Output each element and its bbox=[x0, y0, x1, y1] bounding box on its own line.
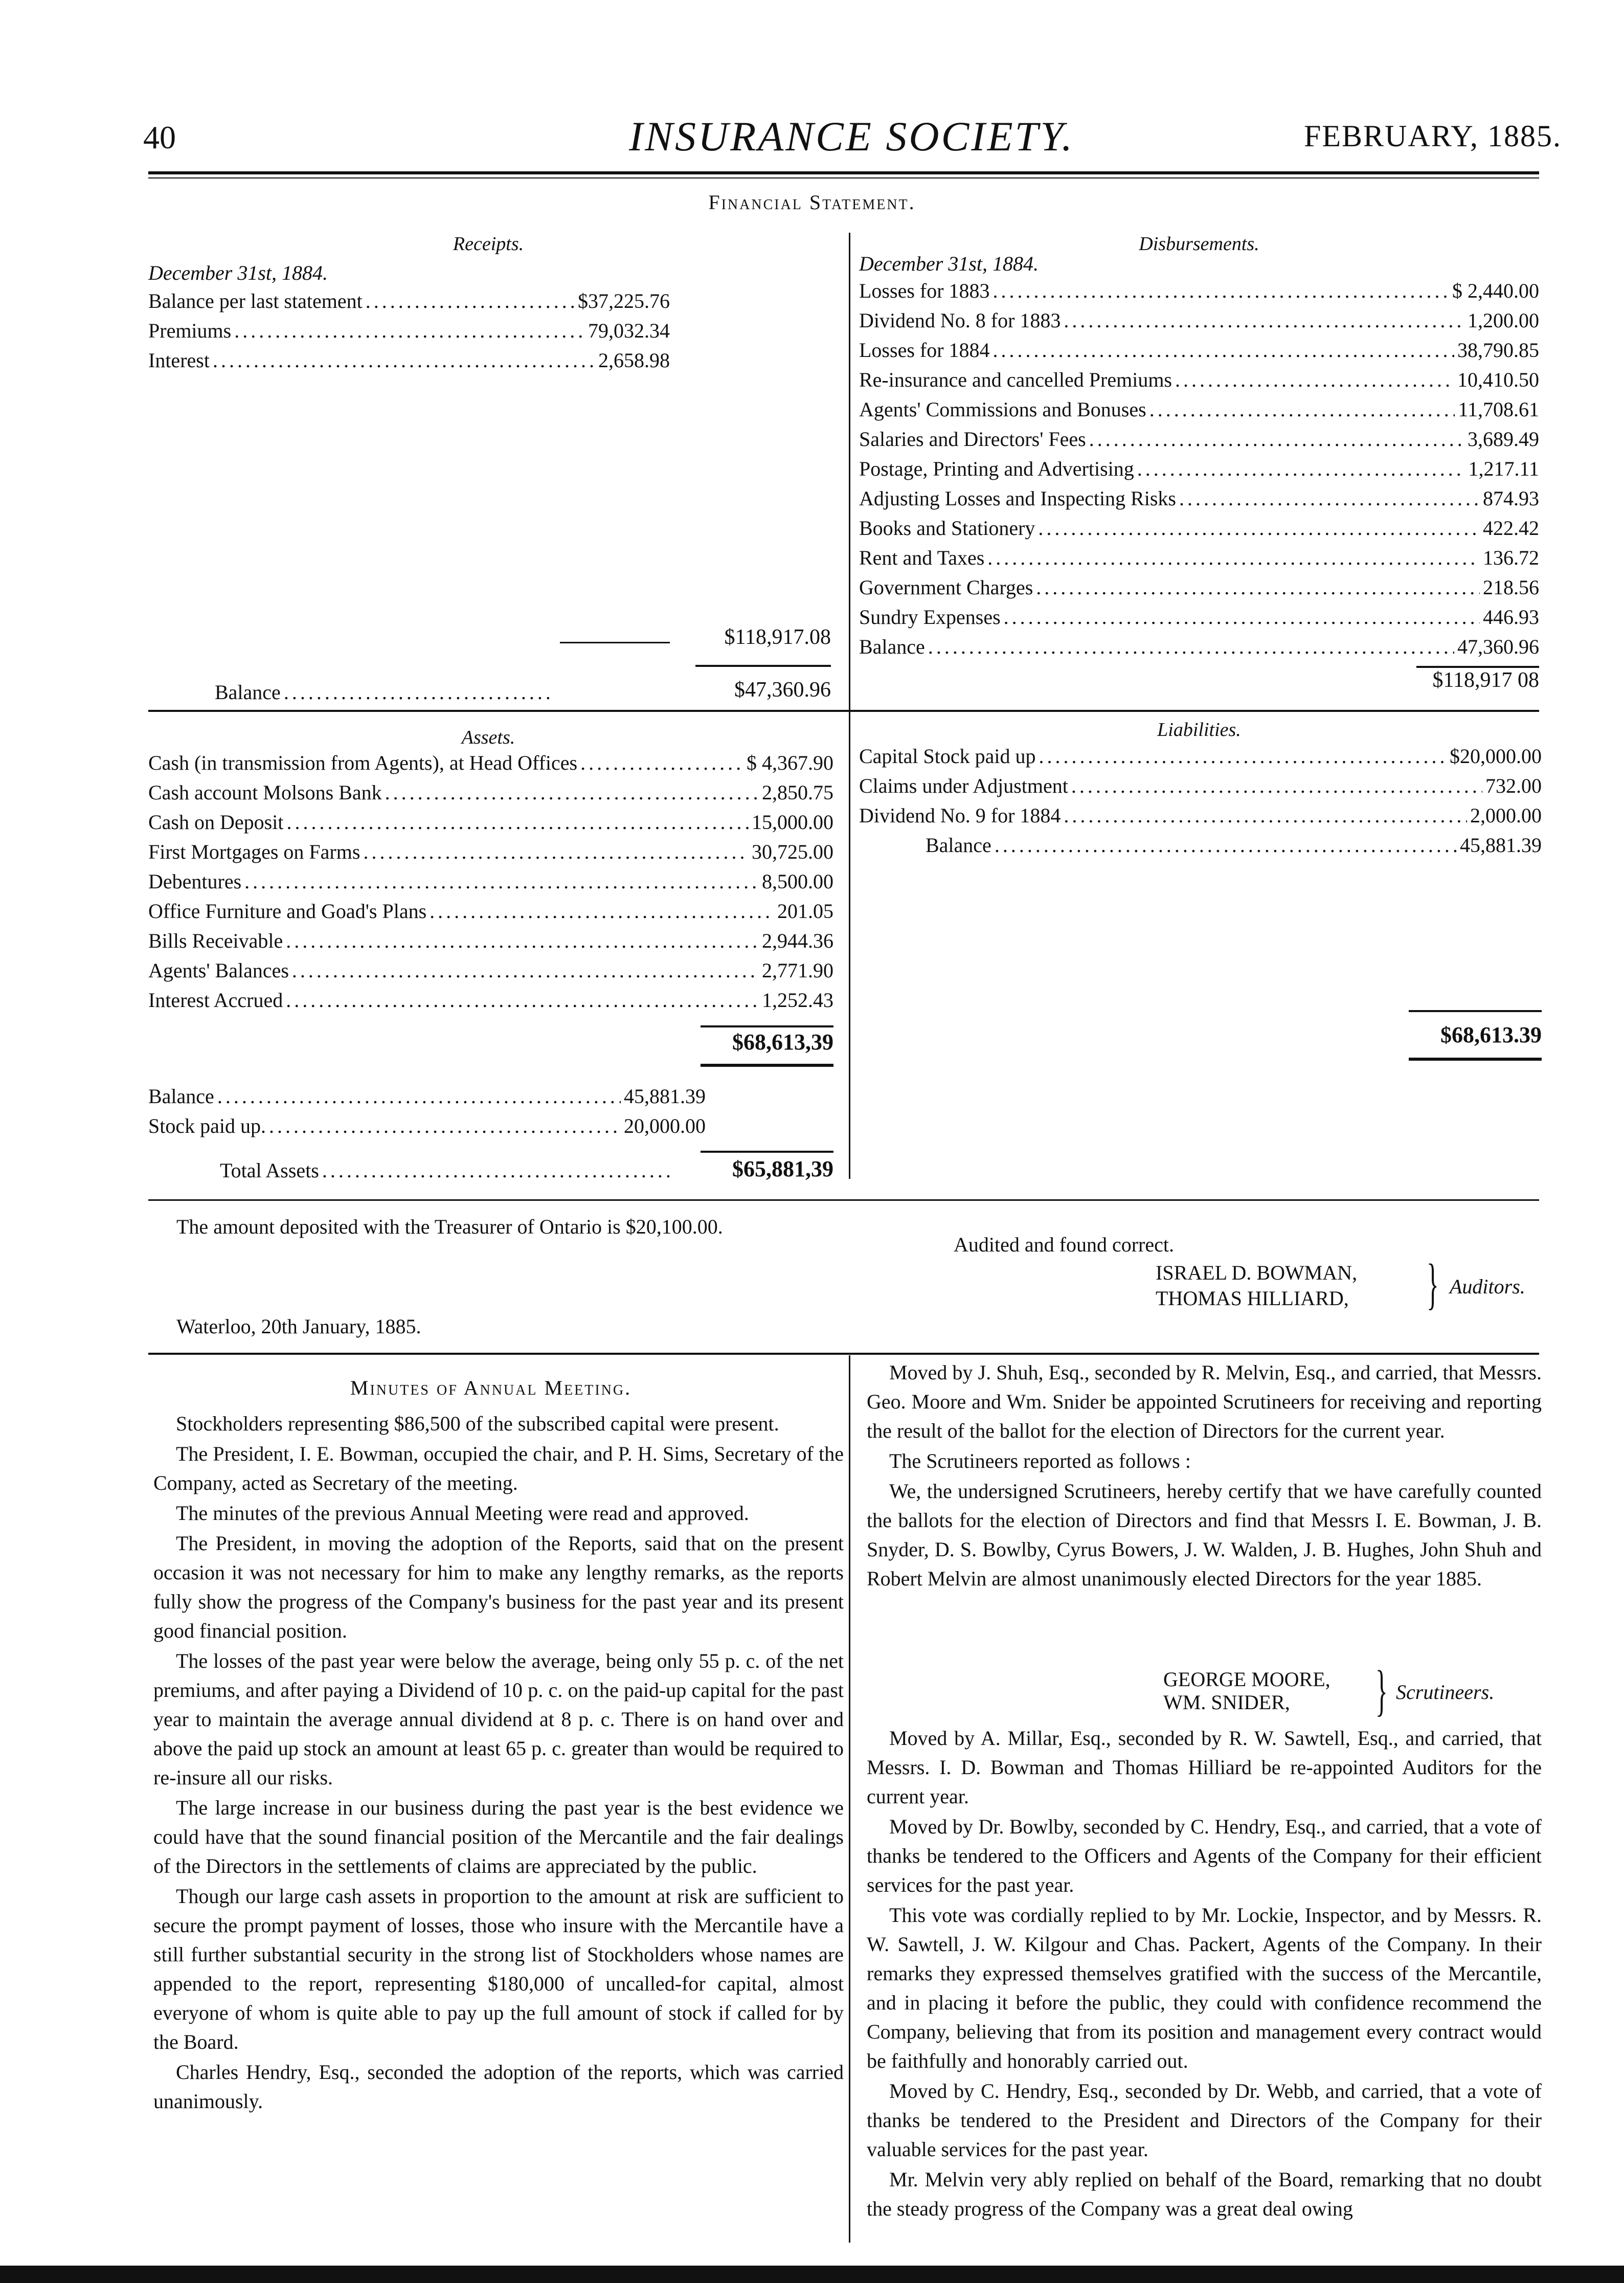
asset-row bbox=[148, 840, 833, 868]
disbursement-row bbox=[859, 338, 1539, 367]
receipt-amount: $37,225.76 bbox=[578, 289, 670, 312]
assets-total-underline bbox=[701, 1064, 833, 1067]
disbursement-row bbox=[859, 486, 1539, 515]
statement-bottom-rule bbox=[148, 1199, 1539, 1201]
disbursement-amount: 136.72 bbox=[1483, 546, 1539, 569]
minutes-column-divider bbox=[849, 1355, 850, 2243]
disbursement-amount: 1,200.00 bbox=[1468, 309, 1539, 332]
receipt-label: Premiums bbox=[148, 319, 232, 342]
liabilities-total: $68,613.39 bbox=[1440, 1022, 1542, 1047]
liability-row bbox=[926, 833, 1542, 862]
receipt-row bbox=[148, 319, 670, 347]
scrutineers-brace: } bbox=[1375, 1659, 1388, 1721]
disbursement-amount: 11,708.61 bbox=[1458, 398, 1539, 421]
asset-amount: 2,771.90 bbox=[762, 959, 833, 982]
disbursement-amount: 874.93 bbox=[1483, 487, 1539, 510]
asset-label: Cash (in transmission from Agents), at Head Offices bbox=[148, 751, 578, 774]
total-assets-line bbox=[220, 1158, 675, 1187]
receipt-amount: 2,658.98 bbox=[598, 349, 670, 372]
minutes-paragraph: The President, in moving the adoption of the Reports, said that on the present occasion it was not necessary for him to make any lengthy remarks, as the reports fully show the progress of the Company's business for the past year and its present good financial position. bbox=[153, 1532, 844, 1642]
disbursement-amount: 218.56 bbox=[1483, 576, 1539, 599]
liabilities-total-rule-top bbox=[1409, 1010, 1542, 1012]
asset-label: First Mortgages on Farms bbox=[148, 840, 360, 863]
minutes-paragraph: Though our large cash assets in proportion to the amount at risk are sufficient to secure the prompt payment of losses, those who insure with the Mercantile have a still further substantial security in the strong list of Stockholders whose names are appended to the report, representing $180,000 of uncalled-for capital, almost everyone of whom is quite able to pay up the full amount of stock if called for by the Board. bbox=[153, 1885, 844, 2053]
minutes-paragraph: Moved by Dr. Bowlby, seconded by C. Hendry, Esq., and carried, that a vote of thanks be tendered to the Officers and Agents of the Company for their efficient services for the past year. bbox=[867, 1815, 1542, 1896]
scrutineer-1: GEORGE MOORE, bbox=[1163, 1668, 1330, 1691]
asset-row bbox=[148, 929, 833, 957]
asset-row bbox=[148, 958, 833, 987]
asset-amount: 201.05 bbox=[777, 900, 833, 923]
disbursement-amount: 1,217.11 bbox=[1468, 457, 1539, 480]
disbursement-label: Dividend No. 8 for 1883 bbox=[859, 309, 1061, 332]
receipt-row bbox=[148, 289, 670, 318]
issue-date: FEBRUARY, 1885. bbox=[1304, 119, 1562, 153]
liability-row bbox=[859, 774, 1542, 802]
disbursement-label: Postage, Printing and Advertising bbox=[859, 457, 1134, 480]
assets-total-rule-top bbox=[701, 1025, 833, 1027]
asset-label: Agents' Balances bbox=[148, 959, 289, 982]
disbursements-heading: Disbursements. bbox=[1139, 233, 1259, 255]
header-rule-thick bbox=[148, 171, 1539, 174]
auditors-role: Auditors. bbox=[1450, 1275, 1525, 1298]
liability-row bbox=[859, 744, 1542, 773]
minutes-paragraph: Charles Hendry, Esq., seconded the adoption of the reports, which was carried unanimously. bbox=[153, 2061, 844, 2113]
asset-amount: 30,725.00 bbox=[752, 840, 833, 863]
liabilities-heading: Liabilities. bbox=[1157, 719, 1241, 741]
financial-statement-title: Financial Statement. bbox=[708, 191, 916, 214]
disbursement-row bbox=[859, 427, 1539, 456]
liability-row bbox=[859, 803, 1542, 832]
audited-note: Audited and found correct. bbox=[954, 1233, 1174, 1256]
liability-label: Capital Stock paid up bbox=[859, 745, 1036, 768]
minutes-paragraph: The Scrutineers reported as follows : bbox=[889, 1449, 1191, 1472]
minutes-paragraph: Moved by A. Millar, Esq., seconded by R. W. Sawtell, Esq., and carried, that Messrs. I. D. Bowman and Thomas Hilliard be re-appointed Auditors for the current year. bbox=[867, 1727, 1542, 1808]
asset-summary-label: Balance bbox=[148, 1085, 214, 1108]
disbursement-amount: 446.93 bbox=[1483, 606, 1539, 629]
asset-row bbox=[148, 988, 833, 1017]
disbursement-label: Re-insurance and cancelled Premiums bbox=[859, 368, 1172, 391]
receipt-label: Interest bbox=[148, 349, 210, 372]
asset-amount: 8,500.00 bbox=[762, 870, 833, 893]
disbursement-amount: 3,689.49 bbox=[1468, 428, 1539, 451]
disbursement-amount: 38,790.85 bbox=[1457, 339, 1539, 362]
total-assets: $65,881,39 bbox=[732, 1156, 833, 1181]
disbursement-row bbox=[859, 516, 1539, 545]
place-date: Waterloo, 20th January, 1885. bbox=[176, 1315, 421, 1338]
liability-amount: 45,881.39 bbox=[1460, 834, 1542, 857]
asset-label: Debentures bbox=[148, 870, 242, 893]
asset-row bbox=[148, 751, 833, 779]
minutes-paragraph: We, the undersigned Scrutineers, hereby certify that we have carefully counted the ballots for the election of Directors and find that Messrs I. E. Bowman, J. B. Snyder, D. S. Bowlby, Cyrus Bowers, J. W. Walden, J. B. Hughes, John Shuh and Robert Melvin are almost unanimously elected Directors for the year 1885. bbox=[867, 1480, 1542, 1590]
asset-amount: 1,252.43 bbox=[762, 989, 833, 1012]
minutes-paragraph: Stockholders representing $86,500 of the subscribed capital were present. bbox=[176, 1412, 779, 1435]
receipt-amount: 79,032.34 bbox=[588, 319, 670, 342]
receipts-total-rule bbox=[695, 665, 831, 667]
disbursement-label: Balance bbox=[859, 635, 925, 658]
liability-amount: $20,000.00 bbox=[1450, 745, 1542, 768]
asset-label: Bills Receivable bbox=[148, 929, 283, 952]
asset-summary-label: Stock paid up. bbox=[148, 1114, 266, 1137]
disbursement-row bbox=[859, 635, 1539, 663]
receipts-heading: Receipts. bbox=[453, 233, 524, 255]
receipts-balance-line bbox=[215, 680, 552, 709]
disbursement-label: Sundry Expenses bbox=[859, 606, 1001, 629]
asset-row bbox=[148, 780, 833, 809]
disbursement-label: Agents' Commissions and Bonuses bbox=[859, 398, 1146, 421]
liability-amount: 732.00 bbox=[1485, 774, 1542, 797]
disbursement-label: Books and Stationery bbox=[859, 517, 1035, 540]
minutes-right-column-a bbox=[867, 1358, 1542, 1594]
disbursement-label: Adjusting Losses and Inspecting Risks bbox=[859, 487, 1176, 510]
receipts-balance-label: Balance bbox=[215, 681, 281, 704]
statement-section-rule bbox=[148, 710, 1539, 712]
asset-label: Cash on Deposit bbox=[148, 811, 284, 834]
total-assets-rule bbox=[701, 1151, 833, 1153]
asset-amount: 15,000.00 bbox=[752, 811, 833, 834]
asset-amount: 2,850.75 bbox=[762, 781, 833, 804]
liability-label: Dividend No. 9 for 1884 bbox=[859, 804, 1061, 827]
disbursement-label: Losses for 1884 bbox=[859, 339, 990, 362]
receipts-date: December 31st, 1884. bbox=[148, 261, 328, 284]
minutes-top-rule bbox=[148, 1353, 1539, 1355]
assets-total: $68,613,39 bbox=[732, 1029, 833, 1055]
liability-amount: 2,000.00 bbox=[1470, 804, 1542, 827]
total-assets-label: Total Assets bbox=[220, 1159, 319, 1182]
minutes-paragraph: The losses of the past year were below the average, being only 55 p. c. of the net premiums, and after paying a Dividend of 10 p. c. on the paid-up capital for the past year to maintain the average annual dividend at 8 p. c. There is on hand over and above the paid up stock an amount at least 65 p. c. greater than would be required to re-insure all our risks. bbox=[153, 1649, 844, 1789]
asset-label: Interest Accrued bbox=[148, 989, 283, 1012]
asset-amount: 2,944.36 bbox=[762, 929, 833, 952]
receipts-total: $118,917.08 bbox=[724, 625, 831, 649]
minutes-paragraph: The President, I. E. Bowman, occupied the chair, and P. H. Sims, Secretary of the Company, acted as Secretary of the meeting. bbox=[153, 1442, 844, 1494]
minutes-paragraph: The large increase in our business during the past year is the best evidence we could have that the sound financial position of the Mercantile and the fair dealings of the Directors in the settlements of claims are appreciated by the public. bbox=[153, 1796, 844, 1877]
auditor-2: THOMAS HILLIARD, bbox=[1156, 1287, 1349, 1310]
disbursement-label: Losses for 1883 bbox=[859, 279, 990, 302]
asset-label: Office Furniture and Goad's Plans bbox=[148, 900, 427, 923]
column-divider bbox=[849, 233, 850, 1179]
minutes-paragraph: Mr. Melvin very ably replied on behalf of the Board, remarking that no doubt the steady progress of the Company was a great deal owing bbox=[867, 2168, 1542, 2220]
liability-label: Claims under Adjustment bbox=[859, 774, 1068, 797]
receipt-label: Balance per last statement bbox=[148, 289, 363, 312]
disbursement-amount: 47,360.96 bbox=[1457, 635, 1539, 658]
minutes-paragraph: This vote was cordially replied to by Mr. Lockie, Inspector, and by Messrs. R. W. Sawtell, J. W. Kilgour and Chas. Packert, Agents of the Company. In their remarks they expressed themselves gratified with the success of the Mercantile, and in placing it before the public, they could with confidence recommend the Company, believing that from its position and management every contract would be faithfully and honorably carried out. bbox=[867, 1904, 1542, 2072]
liability-label: Balance bbox=[926, 834, 991, 857]
disbursement-row bbox=[859, 308, 1539, 337]
minutes-paragraph: The minutes of the previous Annual Meeting were read and approved. bbox=[176, 1502, 749, 1525]
page-bottom-edge bbox=[0, 2266, 1624, 2283]
page-number: 40 bbox=[143, 119, 176, 155]
deposit-note: The amount deposited with the Treasurer of Ontario is $20,100.00. bbox=[176, 1215, 723, 1238]
disbursement-label: Rent and Taxes bbox=[859, 546, 985, 569]
receipt-row bbox=[148, 348, 670, 377]
disbursements-total: $118,917 08 bbox=[1432, 668, 1539, 692]
disbursement-amount: $ 2,440.00 bbox=[1452, 279, 1539, 302]
disbursement-amount: 10,410.50 bbox=[1457, 368, 1539, 391]
disbursement-row bbox=[859, 605, 1539, 634]
receipts-total-dash bbox=[560, 642, 670, 643]
disbursement-label: Government Charges bbox=[859, 576, 1033, 599]
scrutineers-role: Scrutineers. bbox=[1396, 1681, 1495, 1704]
minutes-title: Minutes of Annual Meeting. bbox=[350, 1376, 632, 1399]
disbursement-row bbox=[859, 279, 1539, 307]
disbursement-row bbox=[859, 457, 1539, 485]
asset-summary-row bbox=[148, 1114, 706, 1143]
asset-row bbox=[148, 810, 833, 839]
minutes-left-column bbox=[153, 1409, 844, 2117]
minutes-paragraph: Moved by J. Shuh, Esq., seconded by R. Melvin, Esq., and carried, that Messrs. Geo. Moore and Wm. Snider be appointed Scrutineers for receiving and reporting the result of the ballot for the election of Directors for the current year. bbox=[867, 1361, 1542, 1442]
liabilities-total-underline bbox=[1409, 1058, 1542, 1061]
asset-summary-row bbox=[148, 1084, 706, 1113]
asset-label: Cash account Molsons Bank bbox=[148, 781, 382, 804]
disbursements-date: December 31st, 1884. bbox=[859, 252, 1039, 275]
minutes-right-column-b bbox=[867, 1724, 1542, 2224]
disbursement-row bbox=[859, 575, 1539, 604]
publication-title: INSURANCE SOCIETY. bbox=[629, 113, 1074, 160]
assets-heading: Assets. bbox=[461, 727, 515, 748]
scrutineer-2: WM. SNIDER, bbox=[1163, 1691, 1290, 1714]
asset-summary-amount: 20,000.00 bbox=[624, 1114, 706, 1137]
header-rule-thin bbox=[148, 177, 1539, 178]
receipts-balance: $47,360.96 bbox=[734, 678, 831, 702]
disbursement-row bbox=[859, 546, 1539, 574]
minutes-paragraph: Moved by C. Hendry, Esq., seconded by Dr. Webb, and carried, that a vote of thanks be tendered to the President and Directors of the Company for their valuable services for the past year. bbox=[867, 2079, 1542, 2161]
asset-amount: $ 4,367.90 bbox=[747, 751, 833, 774]
auditor-1: ISRAEL D. BOWMAN, bbox=[1156, 1261, 1358, 1284]
disbursement-label: Salaries and Directors' Fees bbox=[859, 428, 1086, 451]
asset-row bbox=[148, 899, 833, 928]
disbursement-row bbox=[859, 368, 1539, 396]
auditors-brace: } bbox=[1427, 1252, 1439, 1315]
disbursement-amount: 422.42 bbox=[1483, 517, 1539, 540]
asset-row bbox=[148, 869, 833, 898]
disbursement-row bbox=[859, 397, 1539, 426]
asset-summary-amount: 45,881.39 bbox=[624, 1085, 706, 1108]
